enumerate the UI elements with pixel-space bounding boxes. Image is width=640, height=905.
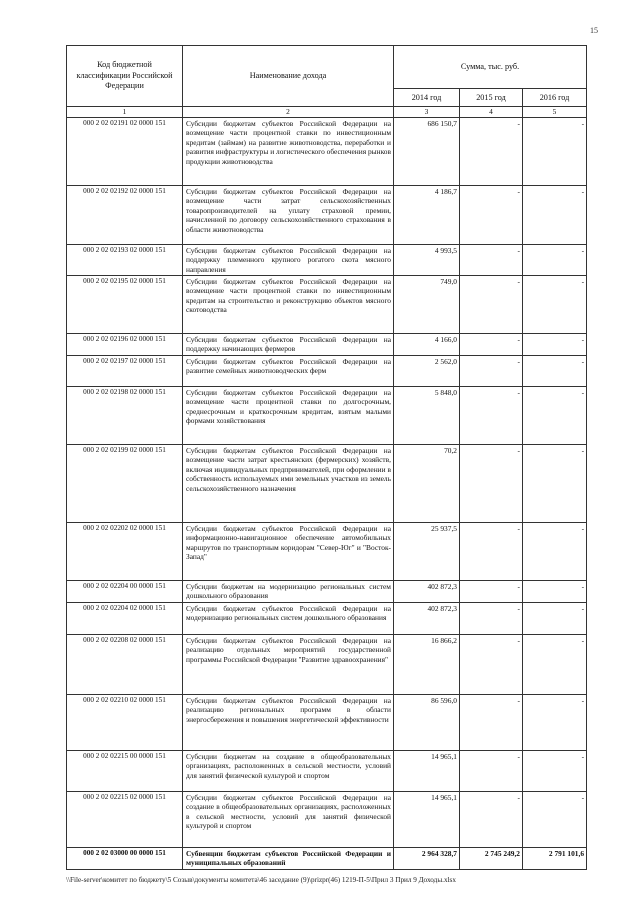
header-year-2015: 2015 год <box>460 89 523 107</box>
amount-2014-cell: 4 993,5 <box>394 245 460 276</box>
amount-2015-cell: - <box>460 118 523 186</box>
table-row <box>67 276 587 334</box>
budget-code-cell: 000 2 02 02191 02 0000 151 <box>67 118 183 186</box>
table-row <box>67 445 587 523</box>
table-row <box>67 523 587 581</box>
amount-2015-cell: - <box>460 603 523 635</box>
budget-code-cell: 000 2 02 02195 02 0000 151 <box>67 276 183 334</box>
amount-2014-cell: 402 872,3 <box>394 603 460 635</box>
budget-code-cell: 000 2 02 02192 02 0000 151 <box>67 186 183 245</box>
revenue-name-cell: Субсидии бюджетам субъектов Российской Федерации на развитие семейных животноводческих ферм <box>183 356 394 387</box>
amount-2016-cell: - <box>523 445 587 523</box>
revenue-name-cell: Субсидии бюджетам субъектов Российской Федерации на поддержку начинающих фермеров <box>183 334 394 356</box>
column-number: 1 <box>67 107 183 118</box>
table-row <box>67 118 587 186</box>
amount-2014-cell: 749,0 <box>394 276 460 334</box>
budget-code-cell: 000 2 02 02204 00 0000 151 <box>67 581 183 603</box>
file-path-footer: \\File-server\комитет по бюджету\5 Созыв\документы комитета\46 заседание (9)\prizpr(46) 1219-П-5\Прил 3 Прил 9 Доходы.xlsx <box>66 876 456 884</box>
budget-code-cell: 000 2 02 02215 02 0000 151 <box>67 792 183 848</box>
amount-2015-cell: - <box>460 356 523 387</box>
amount-2014-cell: 4 166,0 <box>394 334 460 356</box>
table-row <box>67 635 587 695</box>
amount-2016-cell: - <box>523 523 587 581</box>
amount-2016-cell: - <box>523 356 587 387</box>
revenue-name-cell: Субсидии бюджетам субъектов Российской Федерации на поддержку племенного крупного рогатого скота мясного направления <box>183 245 394 276</box>
budget-revenue-table <box>66 45 587 870</box>
revenue-name-cell: Субсидии бюджетам на создание в общеобразовательных организациях, расположенных в сельской местности, условий для занятий физической культурой и спортом <box>183 751 394 792</box>
table-row <box>67 792 587 848</box>
table-row <box>67 603 587 635</box>
amount-2015-cell: - <box>460 334 523 356</box>
page-number: 15 <box>590 26 598 35</box>
budget-code-cell: 000 2 02 02202 02 0000 151 <box>67 523 183 581</box>
column-number: 2 <box>183 107 394 118</box>
revenue-name-cell: Субвенции бюджетам субъектов Российской Федерации и муниципальных образований <box>183 848 394 870</box>
header-code: Код бюджетной классификации Российской Федерации <box>67 46 183 107</box>
amount-2014-cell: 686 150,7 <box>394 118 460 186</box>
budget-code-cell: 000 2 02 02208 02 0000 151 <box>67 635 183 695</box>
budget-code-cell: 000 2 02 03000 00 0000 151 <box>67 848 183 870</box>
amount-2015-cell: 2 745 249,2 <box>460 848 523 870</box>
budget-code-cell: 000 2 02 02204 02 0000 151 <box>67 603 183 635</box>
amount-2016-cell: - <box>523 792 587 848</box>
table-row <box>67 186 587 245</box>
table-row <box>67 695 587 751</box>
amount-2014-cell: 86 596,0 <box>394 695 460 751</box>
amount-2015-cell: - <box>460 387 523 445</box>
amount-2015-cell: - <box>460 751 523 792</box>
amount-2014-cell: 5 848,0 <box>394 387 460 445</box>
budget-code-cell: 000 2 02 02197 02 0000 151 <box>67 356 183 387</box>
budget-code-cell: 000 2 02 02210 02 0000 151 <box>67 695 183 751</box>
table-total-row <box>67 848 587 870</box>
revenue-name-cell: Субсидии бюджетам субъектов Российской Федерации на возмещение части процентной ставки по инвестиционным кредитам (займам) на развитие животноводства, переработки и развития инфраструктуры и логистического обеспечения рынков продукции животноводства <box>183 118 394 186</box>
revenue-name-cell: Субсидии бюджетам субъектов Российской Федерации на реализацию региональных программ в области энергосбережения и повышения энергетической эффективности <box>183 695 394 751</box>
column-number: 4 <box>460 107 523 118</box>
amount-2014-cell: 402 872,3 <box>394 581 460 603</box>
table-row <box>67 245 587 276</box>
revenue-name-cell: Субсидии бюджетам субъектов Российской Федерации на создание в общеобразовательных организациях, расположенных в сельской местности, условий для занятий физической культурой и спортом <box>183 792 394 848</box>
budget-code-cell: 000 2 02 02193 02 0000 151 <box>67 245 183 276</box>
amount-2016-cell: - <box>523 245 587 276</box>
revenue-name-cell: Субсидии бюджетам субъектов Российской Федерации на реализацию отдельных мероприятий государственной программы Российской Федерации "Развитие здравоохранения" <box>183 635 394 695</box>
revenue-name-cell: Субсидии бюджетам субъектов Российской Федерации на модернизацию региональных систем дошкольного образования <box>183 603 394 635</box>
column-number-row <box>67 107 587 118</box>
amount-2014-cell: 2 562,0 <box>394 356 460 387</box>
amount-2016-cell: - <box>523 334 587 356</box>
amount-2015-cell: - <box>460 186 523 245</box>
revenue-name-cell: Субсидии бюджетам на модернизацию региональных систем дошкольного образования <box>183 581 394 603</box>
amount-2015-cell: - <box>460 523 523 581</box>
column-number: 3 <box>394 107 460 118</box>
budget-code-cell: 000 2 02 02215 00 0000 151 <box>67 751 183 792</box>
amount-2014-cell: 4 186,7 <box>394 186 460 245</box>
amount-2014-cell: 14 965,1 <box>394 751 460 792</box>
amount-2014-cell: 16 866,2 <box>394 635 460 695</box>
column-number: 5 <box>523 107 587 118</box>
amount-2014-cell: 25 937,5 <box>394 523 460 581</box>
table-row <box>67 751 587 792</box>
amount-2016-cell: - <box>523 118 587 186</box>
header-name: Наименование дохода <box>183 46 394 107</box>
amount-2016-cell: 2 791 101,6 <box>523 848 587 870</box>
revenue-name-cell: Субсидии бюджетам субъектов Российской Федерации на информационно-навигационное обеспечение автомобильных маршрутов по транспортным коридорам "Север-Юг" и "Восток-Запад" <box>183 523 394 581</box>
table-row <box>67 581 587 603</box>
amount-2015-cell: - <box>460 445 523 523</box>
budget-code-cell: 000 2 02 02196 02 0000 151 <box>67 334 183 356</box>
table-row <box>67 334 587 356</box>
amount-2016-cell: - <box>523 635 587 695</box>
budget-code-cell: 000 2 02 02198 02 0000 151 <box>67 387 183 445</box>
amount-2014-cell: 14 965,1 <box>394 792 460 848</box>
amount-2016-cell: - <box>523 581 587 603</box>
amount-2015-cell: - <box>460 581 523 603</box>
amount-2016-cell: - <box>523 751 587 792</box>
header-sum: Сумма, тыс. руб. <box>394 46 587 89</box>
amount-2016-cell: - <box>523 276 587 334</box>
revenue-name-cell: Субсидии бюджетам субъектов Российской Федерации на возмещение части процентной ставки по долгосрочным, среднесрочным и краткосрочным кредитам, взятым малыми формами хозяйствования <box>183 387 394 445</box>
amount-2015-cell: - <box>460 635 523 695</box>
amount-2014-cell: 70,2 <box>394 445 460 523</box>
amount-2016-cell: - <box>523 186 587 245</box>
amount-2015-cell: - <box>460 245 523 276</box>
header-year-2016: 2016 год <box>523 89 587 107</box>
amount-2015-cell: - <box>460 276 523 334</box>
amount-2016-cell: - <box>523 603 587 635</box>
header-year-2014: 2014 год <box>394 89 460 107</box>
table-row <box>67 387 587 445</box>
amount-2016-cell: - <box>523 387 587 445</box>
revenue-name-cell: Субсидии бюджетам субъектов Российской Федерации на возмещение части затрат сельскохозяйственных товаропроизводителей на уплату страховой премии, начисленной по договору сельскохозяйственного страхования в области животноводства <box>183 186 394 245</box>
budget-code-cell: 000 2 02 02199 02 0000 151 <box>67 445 183 523</box>
amount-2014-cell: 2 964 328,7 <box>394 848 460 870</box>
revenue-name-cell: Субсидии бюджетам субъектов Российской Федерации на возмещение части затрат крестьянских (фермерских) хозяйств, включая индивидуальных предпринимателей, при оформлении в собственность используемых ими земельных участков из земель сельскохозяйственного назначения <box>183 445 394 523</box>
revenue-name-cell: Субсидии бюджетам субъектов Российской Федерации на возмещение части процентной ставки по инвестиционным кредитам на строительство и реконструкцию объектов мясного скотоводства <box>183 276 394 334</box>
table-row <box>67 356 587 387</box>
amount-2015-cell: - <box>460 792 523 848</box>
amount-2015-cell: - <box>460 695 523 751</box>
amount-2016-cell: - <box>523 695 587 751</box>
